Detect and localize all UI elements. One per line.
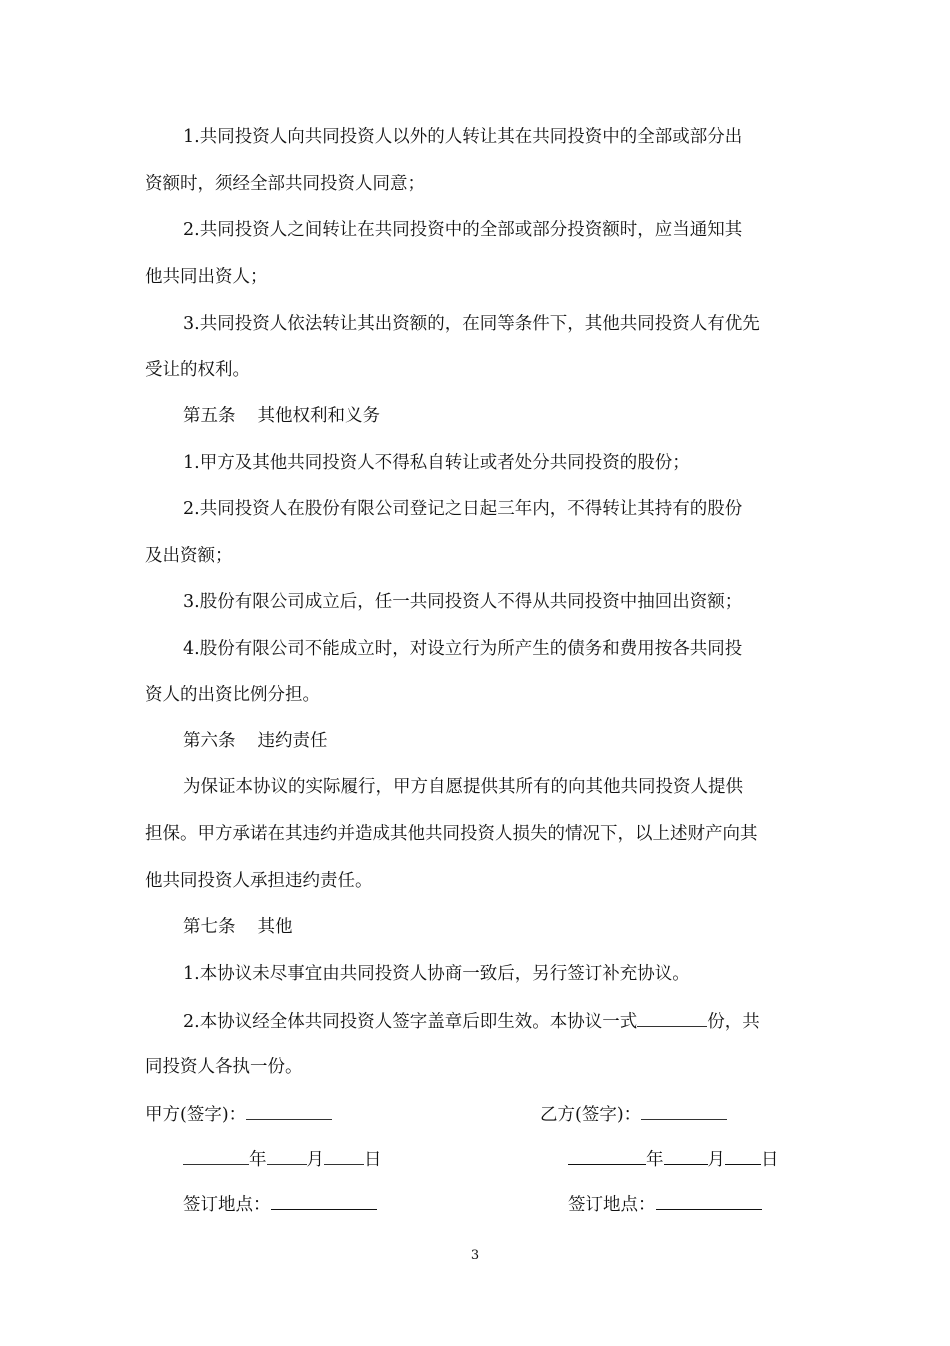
- article-6-title: 违约责任: [257, 731, 328, 751]
- party-a-day-label: 日: [364, 1150, 382, 1170]
- party-b-label: 乙方(签字)：: [540, 1105, 642, 1125]
- party-a-place: [183, 1191, 377, 1217]
- article-5-heading: [183, 404, 380, 428]
- article-5-item-2-line-2: 及出资额；: [145, 546, 233, 566]
- paragraph-2-line-2: 他共同出资人；: [145, 267, 268, 287]
- article-7-number: 第七条: [183, 917, 236, 937]
- party-b-signature: [540, 1101, 727, 1127]
- article-6-line-3: 他共同投资人承担违约责任。: [145, 871, 373, 891]
- party-b-place-blank[interactable]: [656, 1191, 762, 1210]
- party-b-year-label: 年: [646, 1150, 664, 1170]
- party-b-month-label: 月: [707, 1150, 725, 1170]
- paragraph-3-line-2: 受让的权利。: [145, 360, 250, 380]
- article-6-number: 第六条: [183, 731, 236, 751]
- article-7-item-2-line-2: 同投资人各执一份。: [145, 1057, 303, 1077]
- party-b-day-blank[interactable]: [725, 1146, 761, 1165]
- party-a-month-label: 月: [306, 1150, 324, 1170]
- article-5-item-3: 3.股份有限公司成立后，任一共同投资人不得从共同投资中抽回出资额；: [183, 592, 743, 612]
- party-a-place-label: 签订地点：: [183, 1195, 271, 1215]
- article-6-line-2: 担保。甲方承诺在其违约并造成其他共同投资人损失的情况下，以上述财产向其: [145, 824, 758, 844]
- article-6-heading: [183, 729, 328, 753]
- copies-blank[interactable]: [637, 1008, 707, 1027]
- party-a-label: 甲方(签字)：: [145, 1105, 247, 1125]
- paragraph-1-line-1: 1.共同投资人向共同投资人以外的人转让其在共同投资中的全部或部分出: [183, 127, 743, 147]
- party-b-signature-blank[interactable]: [641, 1101, 727, 1120]
- party-a-signature: [145, 1101, 332, 1127]
- paragraph-1-line-2: 资额时，须经全部共同投资人同意；: [145, 174, 425, 194]
- paragraph-2-line-1: 2.共同投资人之间转让在共同投资中的全部或部分投资额时，应当通知其: [183, 220, 743, 240]
- party-a-month-blank[interactable]: [267, 1146, 307, 1165]
- party-a-day-blank[interactable]: [324, 1146, 364, 1165]
- party-b-place: [568, 1191, 762, 1217]
- party-b-month-blank[interactable]: [664, 1146, 708, 1165]
- article-7-title: 其他: [257, 917, 293, 937]
- article-7-item-2-line-1: [183, 1008, 760, 1034]
- party-a-place-blank[interactable]: [271, 1191, 377, 1210]
- article-5-item-4-line-1: 4.股份有限公司不能成立时，对设立行为所产生的债务和费用按各共同投: [183, 639, 743, 659]
- party-b-date: [568, 1146, 779, 1172]
- article-7-item-1: 1.本协议未尽事宜由共同投资人协商一致后，另行签订补充协议。: [183, 964, 690, 984]
- article-5-number: 第五条: [183, 406, 236, 426]
- party-a-year-blank[interactable]: [183, 1146, 249, 1165]
- article-7-item-2-part-1: 2.本协议经全体共同投资人签字盖章后即生效。本协议一式: [183, 1012, 638, 1032]
- party-b-year-blank[interactable]: [568, 1146, 646, 1165]
- page-number: 3: [470, 1248, 480, 1263]
- party-a-signature-blank[interactable]: [246, 1101, 332, 1120]
- article-5-item-2-line-1: 2.共同投资人在股份有限公司登记之日起三年内，不得转让其持有的股份: [183, 499, 743, 519]
- article-7-item-2-part-2: 份，共: [707, 1012, 760, 1032]
- paragraph-3-line-1: 3.共同投资人依法转让其出资额的，在同等条件下，其他共同投资人有优先: [183, 314, 760, 334]
- article-6-line-1: 为保证本协议的实际履行，甲方自愿提供其所有的向其他共同投资人提供: [183, 777, 743, 797]
- party-b-place-label: 签订地点：: [568, 1195, 656, 1215]
- article-7-heading: [183, 915, 293, 939]
- party-b-day-label: 日: [761, 1150, 779, 1170]
- article-5-item-4-line-2: 资人的出资比例分担。: [145, 685, 320, 705]
- article-5-item-1: 1.甲方及其他共同投资人不得私自转让或者处分共同投资的股份；: [183, 453, 690, 473]
- party-a-date: [183, 1146, 382, 1172]
- party-a-year-label: 年: [249, 1150, 267, 1170]
- article-5-title: 其他权利和义务: [257, 406, 380, 426]
